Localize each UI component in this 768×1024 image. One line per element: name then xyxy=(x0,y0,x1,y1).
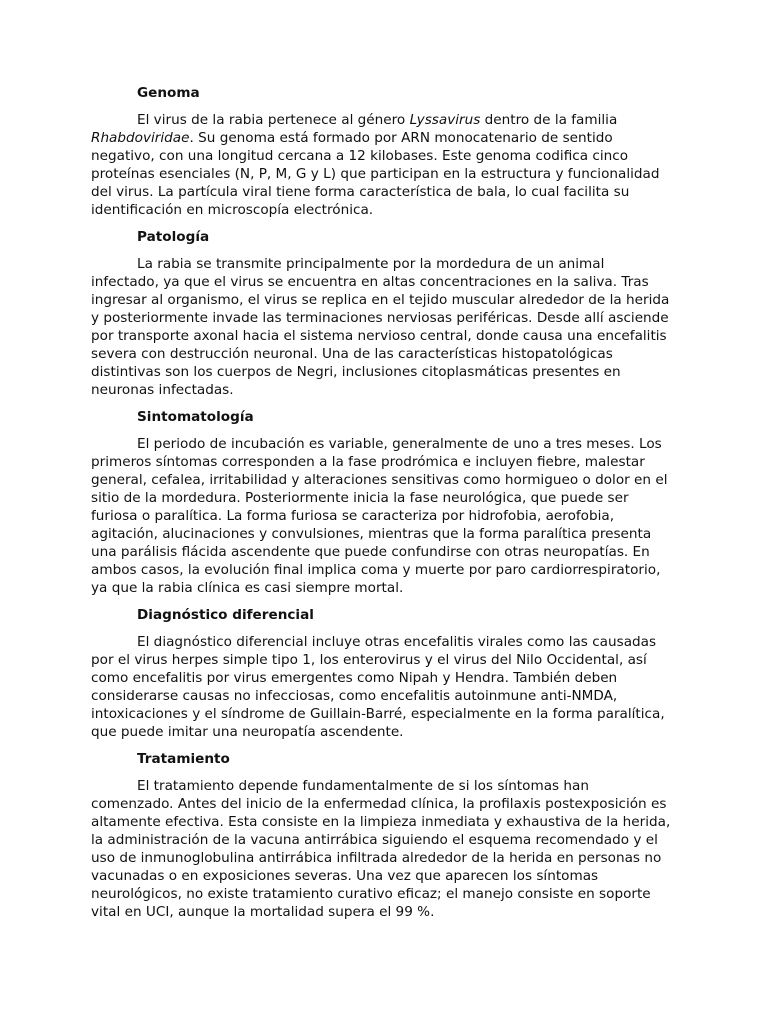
section-paragraph: El periodo de incubación es variable, generalmente de uno a tres meses. Los primeros síntomas corresponden a la fase prodrómica e incluyen fiebre, malestar general, cefalea, irritabilidad y alteraciones sensitivas como hormigueo o dolor en el sitio de la mordedura. Posteriormente inicia la fase neurológica, que puede ser furiosa o paralítica. La forma furiosa se caracteriza por hidrofobia, aerofobia, agitación, alucinaciones y convulsiones, mientras que la forma paralítica presenta una parálisis flácida ascendente que puede confundirse con otras neuropatías. En ambos casos, la evolución final implica coma y muerte por paro cardiorrespiratorio, ya que la rabia clínica es casi siempre mortal. xyxy=(91,436,668,596)
paragraph-text: El virus de la rabia pertenece al género xyxy=(137,112,410,128)
genus-name: Lyssavirus xyxy=(409,112,481,128)
section-paragraph: El diagnóstico diferencial incluye otras encefalitis virales como las causadas por el virus herpes simple tipo 1, los enterovirus y el virus del Nilo Occidental, así como encefalitis por virus emergentes como Nipah y Hendra. También deben considerarse causas no infecciosas, como encefalitis autoinmune anti-NMDA, intoxicaciones y el síndrome de Guillain-Barré, especialmente en la forma paralítica, que puede imitar una neuropatía ascendente. xyxy=(91,634,665,740)
section-paragraph xyxy=(91,111,675,219)
document-page xyxy=(91,84,675,930)
section-tratamiento xyxy=(91,750,675,921)
section-patologia xyxy=(91,228,675,399)
section-sintomatologia xyxy=(91,408,675,597)
family-name: Rhabdoviridae xyxy=(91,130,190,146)
section-paragraph: El tratamiento depende fundamentalmente de si los síntomas han comenzado. Antes del inicio de la enfermedad clínica, la profilaxis postexposición es altamente efectiva. Esta consiste en la limpieza inmediata y exhaustiva de la herida, la administración de la vacuna antirrábica siguiendo el esquema recomendado y el uso de inmunoglobulina antirrábica infiltrada alrededor de la herida en personas no vacunadas o en exposiciones severas. Una vez que aparecen los síntomas neurológicos, no existe tratamiento curativo eficaz; el manejo consiste en soporte vital en UCI, aunque la mortalidad supera el 99 %. xyxy=(91,778,671,920)
paragraph-text: . Su genoma está formado por ARN monocatenario de sentido negativo, con una longitud cercana a 12 kilobases. Este genoma codifica cinco proteínas esenciales (N, P, M, G y L) que participan en la estructura y funcionalidad del virus. La partícula viral tiene forma característica de bala, lo cual facilita su identificación en microscopía electrónica. xyxy=(91,130,660,218)
section-heading: Diagnóstico diferencial xyxy=(137,607,314,623)
section-paragraph: La rabia se transmite principalmente por la mordedura de un animal infectado, ya que el virus se encuentra en altas concentraciones en la saliva. Tras ingresar al organismo, el virus se replica en el tejido muscular alrededor de la herida y posteriormente invade las terminaciones nerviosas periféricas. Desde allí asciende por transporte axonal hacia el sistema nervioso central, donde causa una encefalitis severa con destrucción neuronal. Una de las características histopatológicas distintivas son los cuerpos de Negri, inclusiones citoplasmáticas presentes en neuronas infectadas. xyxy=(91,256,670,398)
section-diagnostico-diferencial xyxy=(91,606,675,741)
section-genoma xyxy=(91,84,675,219)
section-heading: Genoma xyxy=(137,85,200,101)
section-heading: Sintomatología xyxy=(137,409,254,425)
paragraph-text: dentro de la familia xyxy=(480,112,618,128)
section-heading: Patología xyxy=(137,229,210,245)
section-heading: Tratamiento xyxy=(137,751,230,767)
